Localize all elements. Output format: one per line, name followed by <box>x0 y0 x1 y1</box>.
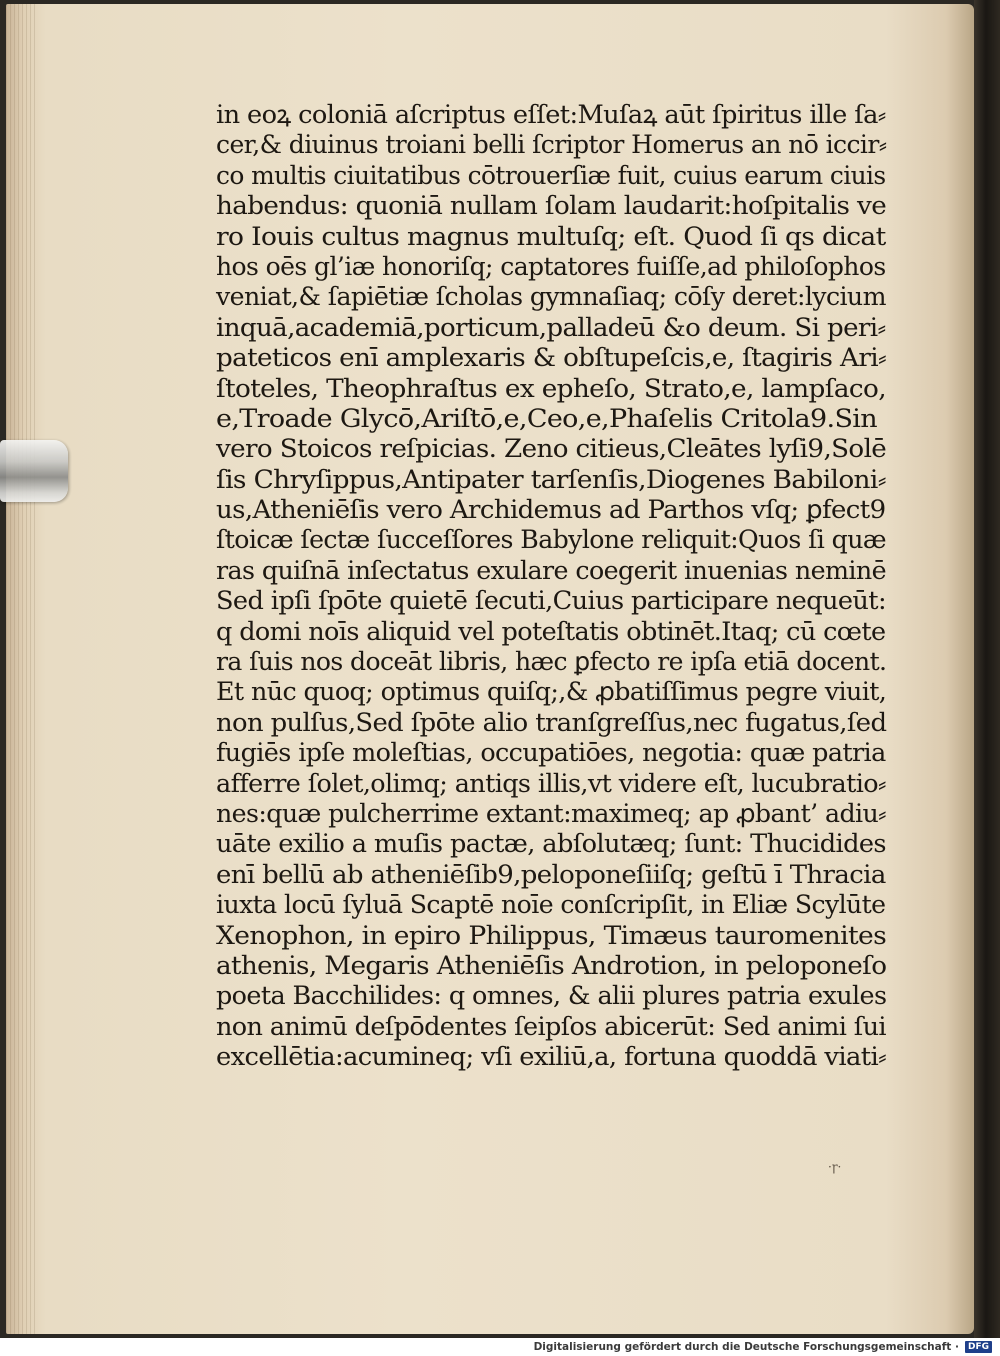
printed-text-block <box>216 100 886 1073</box>
text-line: e,Troade Glycō,Ariſtō,e,Ceo,e,Phaſelis Critola9.Sin <box>216 403 878 433</box>
text-line: in eoꝝ coloniā aſcriptus eſſet:Muſaꝝ aūt ſpiritus ille ſa⸗ <box>216 100 886 129</box>
text-line: cer,& diuinus troiani belli ſcriptor Homerus an nō iccir⸗ <box>216 130 887 160</box>
text-line: ſis Chryſippus,Antipater tarſenſis,Diogenes Babiloni⸗ <box>216 464 886 494</box>
text-line: ras quiſnā inſectatus exulare coegerit inuenias neminē <box>216 555 886 585</box>
text-line: Sed ipſi ſpōte quietē ſecuti,Cuius participare nequeūt: <box>216 586 886 616</box>
text-line: us,Atheniēſis vero Archidemus ad Parthos vſq; ꝑfect9 <box>216 495 886 525</box>
text-line: athenis, Megaris Atheniēſis Androtion, in peloponeſo <box>216 950 887 980</box>
text-line: co multis ciuitatibus cōtrouerſiæ fuit, cuius earum ciuis <box>216 160 886 190</box>
text-line: pateticos enī amplexaris & obſtupeſcis,e, ſtagiris Ari⸗ <box>216 343 887 373</box>
text-line: Xenophon, in epiro Philippus, Timæus tauromenites <box>216 920 887 950</box>
footer-bar <box>0 1338 1000 1356</box>
text-line: excellētia:acumineq; vſi exiliū,a, fortuna quoddā viati⸗ <box>216 1042 887 1072</box>
dfg-logo-icon[interactable]: DFG <box>965 1341 992 1353</box>
funding-credit: Digitalisierung gefördert durch die Deutsche Forschungsgemeinschaft · <box>533 1341 959 1353</box>
text-line: non pulſus,Sed ſpōte alio tranſgreſſus,nec fugatus,ſed <box>216 707 887 737</box>
text-line: nes:quæ pulcherrime extant:maximeq; ap ꝓbant’ adiu⸗ <box>216 798 886 828</box>
page-stack-edge <box>6 4 36 1334</box>
text-line: afferre ſolet,olimq; antiqs illis,vt videre eſt, lucubratio⸗ <box>216 768 886 798</box>
text-line: Et nūc quoq; optimus quiſq;,& ꝓbatiſſimus pegre viuit, <box>216 677 887 707</box>
book-binding <box>974 0 1000 1338</box>
text-line: veniat,& ſapiētiæ ſcholas gymnaſiaq; cōſy deret:lycium <box>216 282 886 312</box>
text-line: habendus: quoniā nullam ſolam laudarit:hoſpitalis ve <box>216 191 887 221</box>
text-line: ſtoteles, Theophraſtus ex epheſo, Strato,e, lampſaco, <box>216 373 886 403</box>
text-line: ra ſuis nos doceāt libris, hæc ꝑfecto re ipſa etiā docent. <box>216 647 887 677</box>
text-line: fugiēs ipſe moleſtias, occupatiōes, negotia: quæ patria <box>216 738 886 768</box>
text-line: poeta Bacchilides: q omnes, & alii plures patria exules <box>216 981 887 1011</box>
clamp-marker <box>0 440 68 502</box>
text-line: enī bellū ab atheniēſib9,peloponeſiiſq; geſtū ī Thracia <box>216 859 886 889</box>
text-line: ro Iouis cultus magnus multuſq; eſt. Quod ſi qs dicat <box>216 221 886 251</box>
text-line: iuxta locū ſyluā Scaptē noīe conſcripſit, in Eliæ Scylūte <box>216 890 886 920</box>
margin-mark: ·ꞅ· <box>828 1160 842 1174</box>
text-line: q domi noīs aliquid vel poteſtatis obtinēt.Itaq; cū cœte <box>216 616 886 646</box>
text-line: hos oēs gl’iæ honoriſq; captatores fuiſſe,ad philoſophos <box>216 251 886 281</box>
text-line: uāte exilio a muſis pactæ, abſolutæq; ſunt: Thucidides <box>216 829 886 859</box>
text-line: inquā,academiā,porticum,palladeū &o deum. Si peri⸗ <box>216 312 886 342</box>
text-line: vero Stoicos reſpicias. Zeno citieus,Cleātes lyſi9,Solē <box>216 434 887 464</box>
text-line: ſtoicæ ſectæ ſucceſſores Babylone reliquit:Quos ſi quæ <box>216 525 886 555</box>
text-line: non animū deſpōdentes ſeipſos abicerūt: Sed animi ſui <box>216 1011 886 1041</box>
